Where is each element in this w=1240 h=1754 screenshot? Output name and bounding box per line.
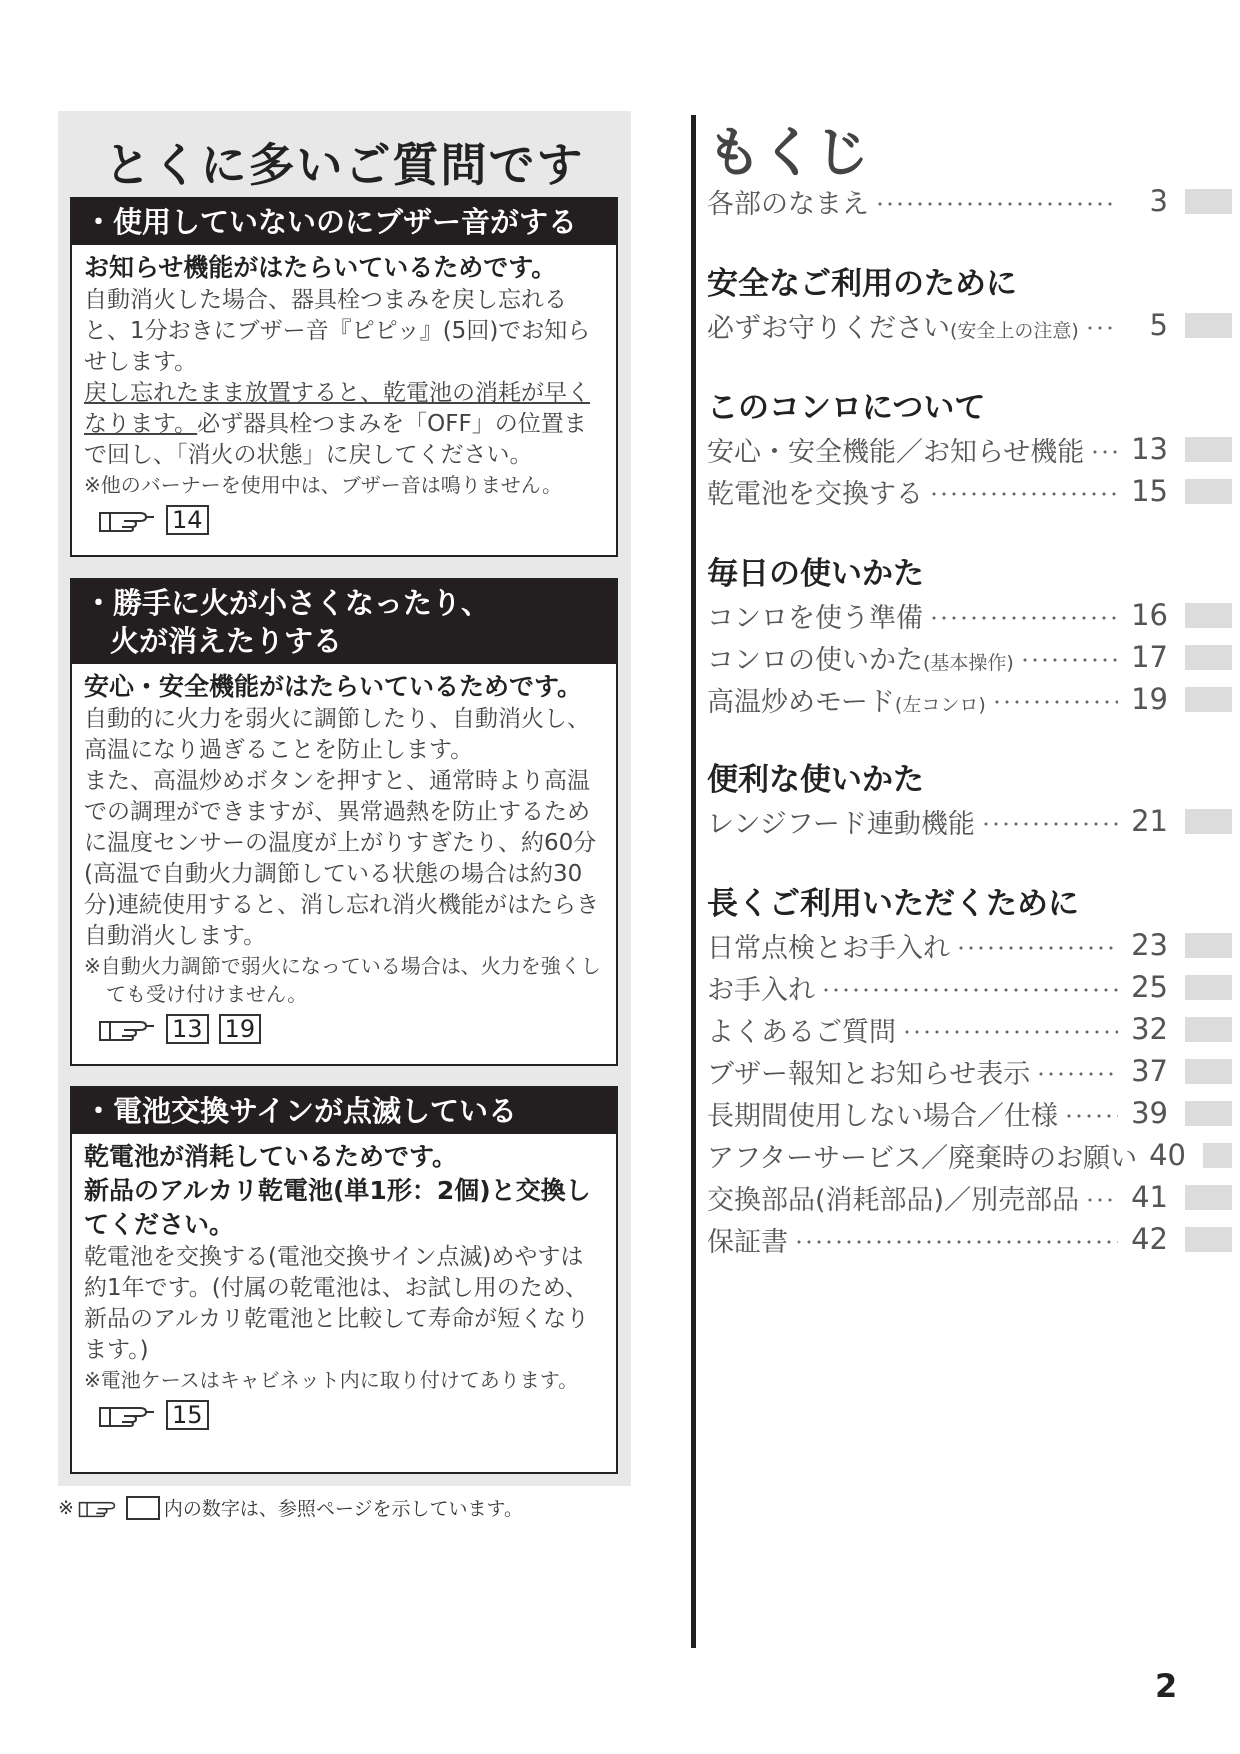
faq-answer-text: 自動的に火力を弱火に調節したり、自動消火し、高温になり過ぎることを防止します。	[84, 706, 590, 763]
page-reference-number: 13	[166, 1014, 209, 1044]
toc-entry-page: 19	[1131, 682, 1168, 716]
leader-dots	[956, 946, 1118, 950]
toc-entry[interactable]	[707, 1135, 1232, 1175]
faq-heading: ・電池交換サインが点滅している	[72, 1088, 616, 1134]
footnote-text: 内の数字は、参照ページを示しています。	[163, 1498, 524, 1520]
faq-item-battery	[70, 1086, 618, 1474]
toc-entry-label: アフターサービス／廃棄時のお願い	[707, 1142, 1138, 1174]
faq-warning-rest: 必ず器具栓つまみを「OFF」の位置まで回し、「消火の状態」に戻してください。	[84, 411, 587, 468]
page-reference-number: 14	[166, 505, 209, 535]
page-reference-number: 15	[166, 1400, 209, 1430]
toc-entry-page: 40	[1149, 1138, 1187, 1172]
toc-entry-page: 16	[1131, 598, 1168, 632]
pointing-hand-icon	[98, 1014, 156, 1044]
page-reference	[84, 1008, 606, 1052]
toc-entry-label: 保証書	[707, 1226, 788, 1258]
toc-entry[interactable]	[707, 637, 1232, 677]
faq-heading: ・使用していないのにブザー音がする	[72, 199, 616, 245]
reference-footnote	[58, 1494, 523, 1521]
toc-entry-label: よくあるご質問	[707, 1016, 896, 1048]
faq-answer-text: 乾電池を交換する(電池交換サイン点滅)めやすは約1年です。(付属の乾電池は、お試し用のため、新品のアルカリ乾電池と比較して寿命が短くなります。)	[84, 1244, 590, 1363]
toc-entry[interactable]	[707, 595, 1232, 635]
toc-section-title: 長くご利用いただくために	[707, 886, 1079, 922]
toc-entry-label: 安心・安全機能／お知らせ機能	[707, 436, 1085, 468]
toc-section-title: このコンロについて	[707, 390, 986, 426]
toc-section-title: 毎日の使いかた	[707, 556, 924, 592]
toc-entry-label: ブザー報知とお知らせ表示	[707, 1058, 1031, 1090]
toc-entry[interactable]	[707, 1093, 1232, 1133]
leader-dots	[981, 822, 1118, 826]
toc-entry[interactable]	[707, 181, 1232, 221]
index-tab	[1185, 1059, 1232, 1084]
pointing-hand-icon	[98, 1400, 156, 1430]
toc-entry-label: コンロを使う準備	[707, 602, 923, 634]
faq-note: ※自動火力調節で弱火になっている場合は、火力を強くしても受け付けません。	[84, 954, 601, 1006]
toc-entry[interactable]	[707, 801, 1232, 841]
toc-entry[interactable]	[707, 1051, 1232, 1091]
toc-entry-label: 交換部品(消耗部品)／別売部品	[707, 1184, 1080, 1216]
page-number: 2	[1155, 1667, 1178, 1705]
pointing-hand-icon	[98, 505, 156, 535]
faq-heading-line: ・勝手に火が小さくなったり、	[84, 586, 491, 620]
faq-warning-underlined: 戻し忘れたまま放置すると、乾電池の消耗が早くなります。	[84, 380, 590, 437]
index-tab	[1185, 1101, 1232, 1126]
index-tab	[1185, 1185, 1232, 1210]
leader-dots	[992, 700, 1118, 704]
toc-entry-label: 乾電池を交換する	[707, 478, 923, 510]
toc-entry[interactable]	[707, 429, 1232, 469]
toc-entry-page: 39	[1131, 1096, 1168, 1130]
index-tab	[1185, 645, 1232, 670]
toc-entry[interactable]	[707, 679, 1232, 719]
leader-dots	[821, 988, 1118, 992]
index-tab	[1185, 603, 1232, 628]
index-tab	[1185, 687, 1232, 712]
faq-answer-lead: 乾電池が消耗しているためです。	[84, 1142, 458, 1171]
leader-dots	[929, 492, 1118, 496]
page-reference	[84, 499, 606, 543]
index-tab	[1203, 1143, 1232, 1168]
toc-entry[interactable]	[707, 1009, 1232, 1049]
toc-entry-page: 3	[1149, 184, 1168, 218]
toc-entry[interactable]	[707, 925, 1232, 965]
toc-entry-label: 長期間使用しない場合／仕様	[707, 1100, 1058, 1132]
toc-entry-label: 日常点検とお手入れ	[707, 932, 950, 964]
faq-answer-text: 自動消火した場合、器具栓つまみを戻し忘れると、1分おきにブザー音『ピピッ』(5回)でお知らせします。	[84, 287, 591, 375]
faq-panel	[58, 111, 631, 1486]
leader-dots	[1090, 450, 1118, 454]
leader-dots	[1036, 1072, 1118, 1076]
toc-entry-label: コンロの使いかた(基本操作)	[707, 644, 1014, 676]
toc-entry-page: 15	[1131, 474, 1168, 508]
toc-entry-page: 42	[1131, 1222, 1168, 1256]
faq-item-buzzer	[70, 197, 618, 557]
index-tab	[1185, 1017, 1232, 1042]
toc-entry-label: 必ずお守りください(安全上の注意)	[707, 312, 1079, 344]
leader-dots	[1085, 326, 1118, 330]
toc-section-title: 安全なご利用のために	[707, 266, 1017, 302]
page-reference	[84, 1394, 606, 1438]
index-tab	[1185, 933, 1232, 958]
index-tab	[1185, 479, 1232, 504]
faq-answer-lead: 安心・安全機能がはたらいているためです。	[84, 672, 583, 701]
leader-dots	[929, 616, 1118, 620]
toc-entry-label: 高温炒めモード(左コンロ)	[707, 686, 986, 718]
toc-entry-page: 41	[1131, 1180, 1168, 1214]
pointing-hand-icon	[78, 1496, 122, 1520]
toc-entry-label: お手入れ	[707, 974, 815, 1006]
toc-entry[interactable]	[707, 471, 1232, 511]
toc-entry-page: 25	[1131, 970, 1168, 1004]
faq-heading	[72, 580, 616, 664]
faq-heading-line: 火が消えたりする	[110, 624, 343, 658]
toc-entry-page: 23	[1131, 928, 1168, 962]
toc-entry-page: 32	[1131, 1012, 1168, 1046]
leader-dots	[902, 1030, 1118, 1034]
leader-dots	[1085, 1198, 1118, 1202]
index-tab	[1185, 1227, 1232, 1252]
toc-entry-page: 5	[1149, 308, 1168, 342]
toc-entry-page: 21	[1131, 804, 1168, 838]
toc-entry[interactable]	[707, 305, 1232, 345]
toc-entry[interactable]	[707, 1177, 1232, 1217]
faq-answer-text	[84, 378, 606, 471]
index-tab	[1185, 809, 1232, 834]
faq-answer-lead: 新品のアルカリ乾電池(単1形：2個)と交換してください。	[84, 1176, 591, 1239]
column-divider	[691, 115, 696, 1648]
faq-answer-lead: お知らせ機能がはたらいているためです。	[84, 253, 557, 282]
toc-section-title: 便利な使いかた	[707, 762, 924, 798]
footnote-prefix: ※	[58, 1496, 74, 1519]
leader-dots	[875, 202, 1118, 206]
page-reference-number: 19	[219, 1014, 262, 1044]
faq-title: とくに多いご質問です	[104, 138, 585, 192]
toc-entry[interactable]	[707, 1219, 1232, 1259]
toc-entry-label: レンジフード連動機能	[707, 808, 975, 840]
empty-page-box-icon	[126, 1496, 160, 1520]
faq-note: ※電池ケースはキャビネット内に取り付けてあります。	[84, 1368, 579, 1392]
toc-entry-page: 13	[1131, 432, 1168, 466]
faq-item-flame	[70, 578, 618, 1066]
leader-dots	[1020, 658, 1118, 662]
index-tab	[1185, 437, 1232, 462]
index-tab	[1185, 189, 1232, 214]
index-tab	[1185, 313, 1232, 338]
leader-dots	[794, 1240, 1118, 1244]
faq-note: ※他のバーナーを使用中は、ブザー音は鳴りません。	[84, 473, 562, 497]
leader-dots	[1064, 1114, 1118, 1118]
toc-entry[interactable]	[707, 967, 1232, 1007]
faq-answer-text: また、高温炒めボタンを押すと、通常時より高温での調理ができますが、異常過熱を防止するために温度センサーの温度が上がりすぎたり、約60分(高温で自動火力調節している状態の場合は約30分)連続使用すると、消し忘れ消火機能がはたらき自動消火します。	[84, 768, 599, 949]
toc-title: もくじ	[707, 121, 869, 184]
toc-entry-page: 37	[1131, 1054, 1168, 1088]
toc-entry-page: 17	[1131, 640, 1168, 674]
index-tab	[1185, 975, 1232, 1000]
toc-entry-label: 各部のなまえ	[707, 188, 869, 220]
